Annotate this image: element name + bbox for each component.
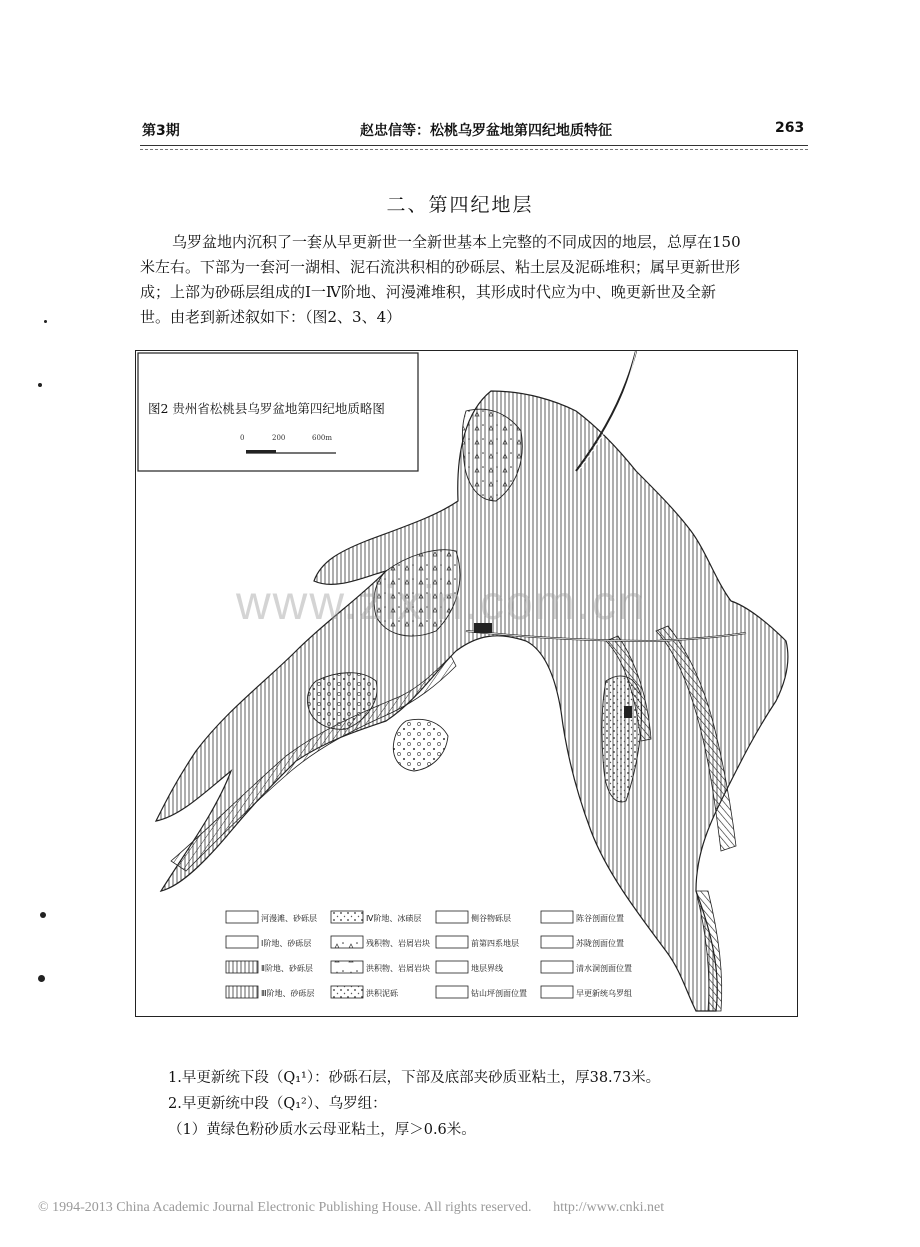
legend-label: 残积物、岩屑岩块 [366, 939, 430, 948]
copyright-text: © 1994-2013 China Academic Journal Electronic Publishing House. All rights reserved. [38, 1200, 532, 1215]
geologic-map [136, 351, 798, 1017]
intro-line-1: 乌罗盆地内沉积了一套从早更新世一全新世基本上完整的不同成因的地层，总厚在150 [172, 233, 741, 251]
legend-label: Ⅳ阶地、冰碛层 [366, 914, 422, 923]
legend-label: Ⅰ阶地、砂砾层 [261, 939, 312, 948]
legend-label: 侧谷物砾层 [471, 914, 511, 923]
section-title: 二、第四纪地层 [386, 194, 534, 216]
scan-speck [38, 975, 45, 982]
figure-caption: 图2 贵州省松桃县乌罗盆地第四纪地质略图 [148, 401, 385, 416]
list-item: （1）黄绿色粉砂质水云母亚粘土，厚＞0.6米。 [168, 1122, 476, 1138]
scale-bar-segment [246, 450, 276, 453]
legend-symbols [226, 911, 573, 998]
legend-label: 洪积物、岩屑岩块 [366, 964, 430, 973]
legend-label: 前第四系地层 [471, 939, 519, 948]
legend-label: 苏陇剖面位置 [576, 939, 624, 948]
legend-label: 洪积泥砾 [366, 989, 398, 998]
scan-speck [44, 320, 47, 323]
legend-label: Ⅲ阶地、砂砾层 [261, 989, 315, 998]
list-item: 2.早更新统中段（Q₁²）、乌罗组： [168, 1096, 387, 1112]
legend-label: 陈谷剖面位置 [576, 914, 624, 923]
intro-line-3: 成；上部为砂砾层组成的Ⅰ一Ⅳ阶地、河漫滩堆积，其形成时代应为中、晚更新世及全新 [140, 283, 716, 301]
scan-speck [38, 383, 42, 387]
intro-line-4: 世。由老到新述叙如下：（图2、3、4） [140, 308, 402, 326]
scale-label-0: 0 [240, 434, 245, 442]
footer-url[interactable]: http://www.cnki.net [553, 1200, 665, 1215]
moraine-patch-2 [393, 719, 448, 771]
legend-label: 早更新统乌罗组 [576, 989, 632, 998]
list-item: 1.早更新统下段（Q₁¹）：砂砾石层，下部及底部夹砂质亚粘土，厚38.73米。 [168, 1070, 661, 1086]
intro-line-2: 米左右。下部为一套河一湖相、泥石流洪积相的砂砾层、粘土层及泥砾堆积；属早更新世形 [140, 258, 741, 276]
watermark: www.zixin.com.cn [236, 577, 647, 630]
scale-label-600: 600m [312, 434, 332, 442]
legend-label: 地层界线 [471, 964, 503, 973]
scan-speck [40, 912, 46, 918]
legend-label: 钻山坪剖面位置 [471, 989, 527, 998]
issue-label: 第3期 [142, 123, 180, 139]
running-title: 赵忠信等：松桃乌罗盆地第四纪地质特征 [360, 123, 612, 139]
copyright-footer [38, 1200, 664, 1216]
header-rule [140, 145, 808, 146]
header-rule-dashed [140, 149, 808, 150]
legend-label: 清水洞剖面位置 [576, 964, 632, 973]
geologic-map-figure [135, 350, 798, 1017]
legend-label: Ⅱ阶地、砂砾层 [261, 964, 313, 973]
legend-label: 河漫滩、砂砾层 [261, 914, 317, 923]
scale-label-200: 200 [272, 434, 286, 442]
page-number: 263 [775, 120, 805, 136]
village-symbol-2 [624, 706, 632, 718]
